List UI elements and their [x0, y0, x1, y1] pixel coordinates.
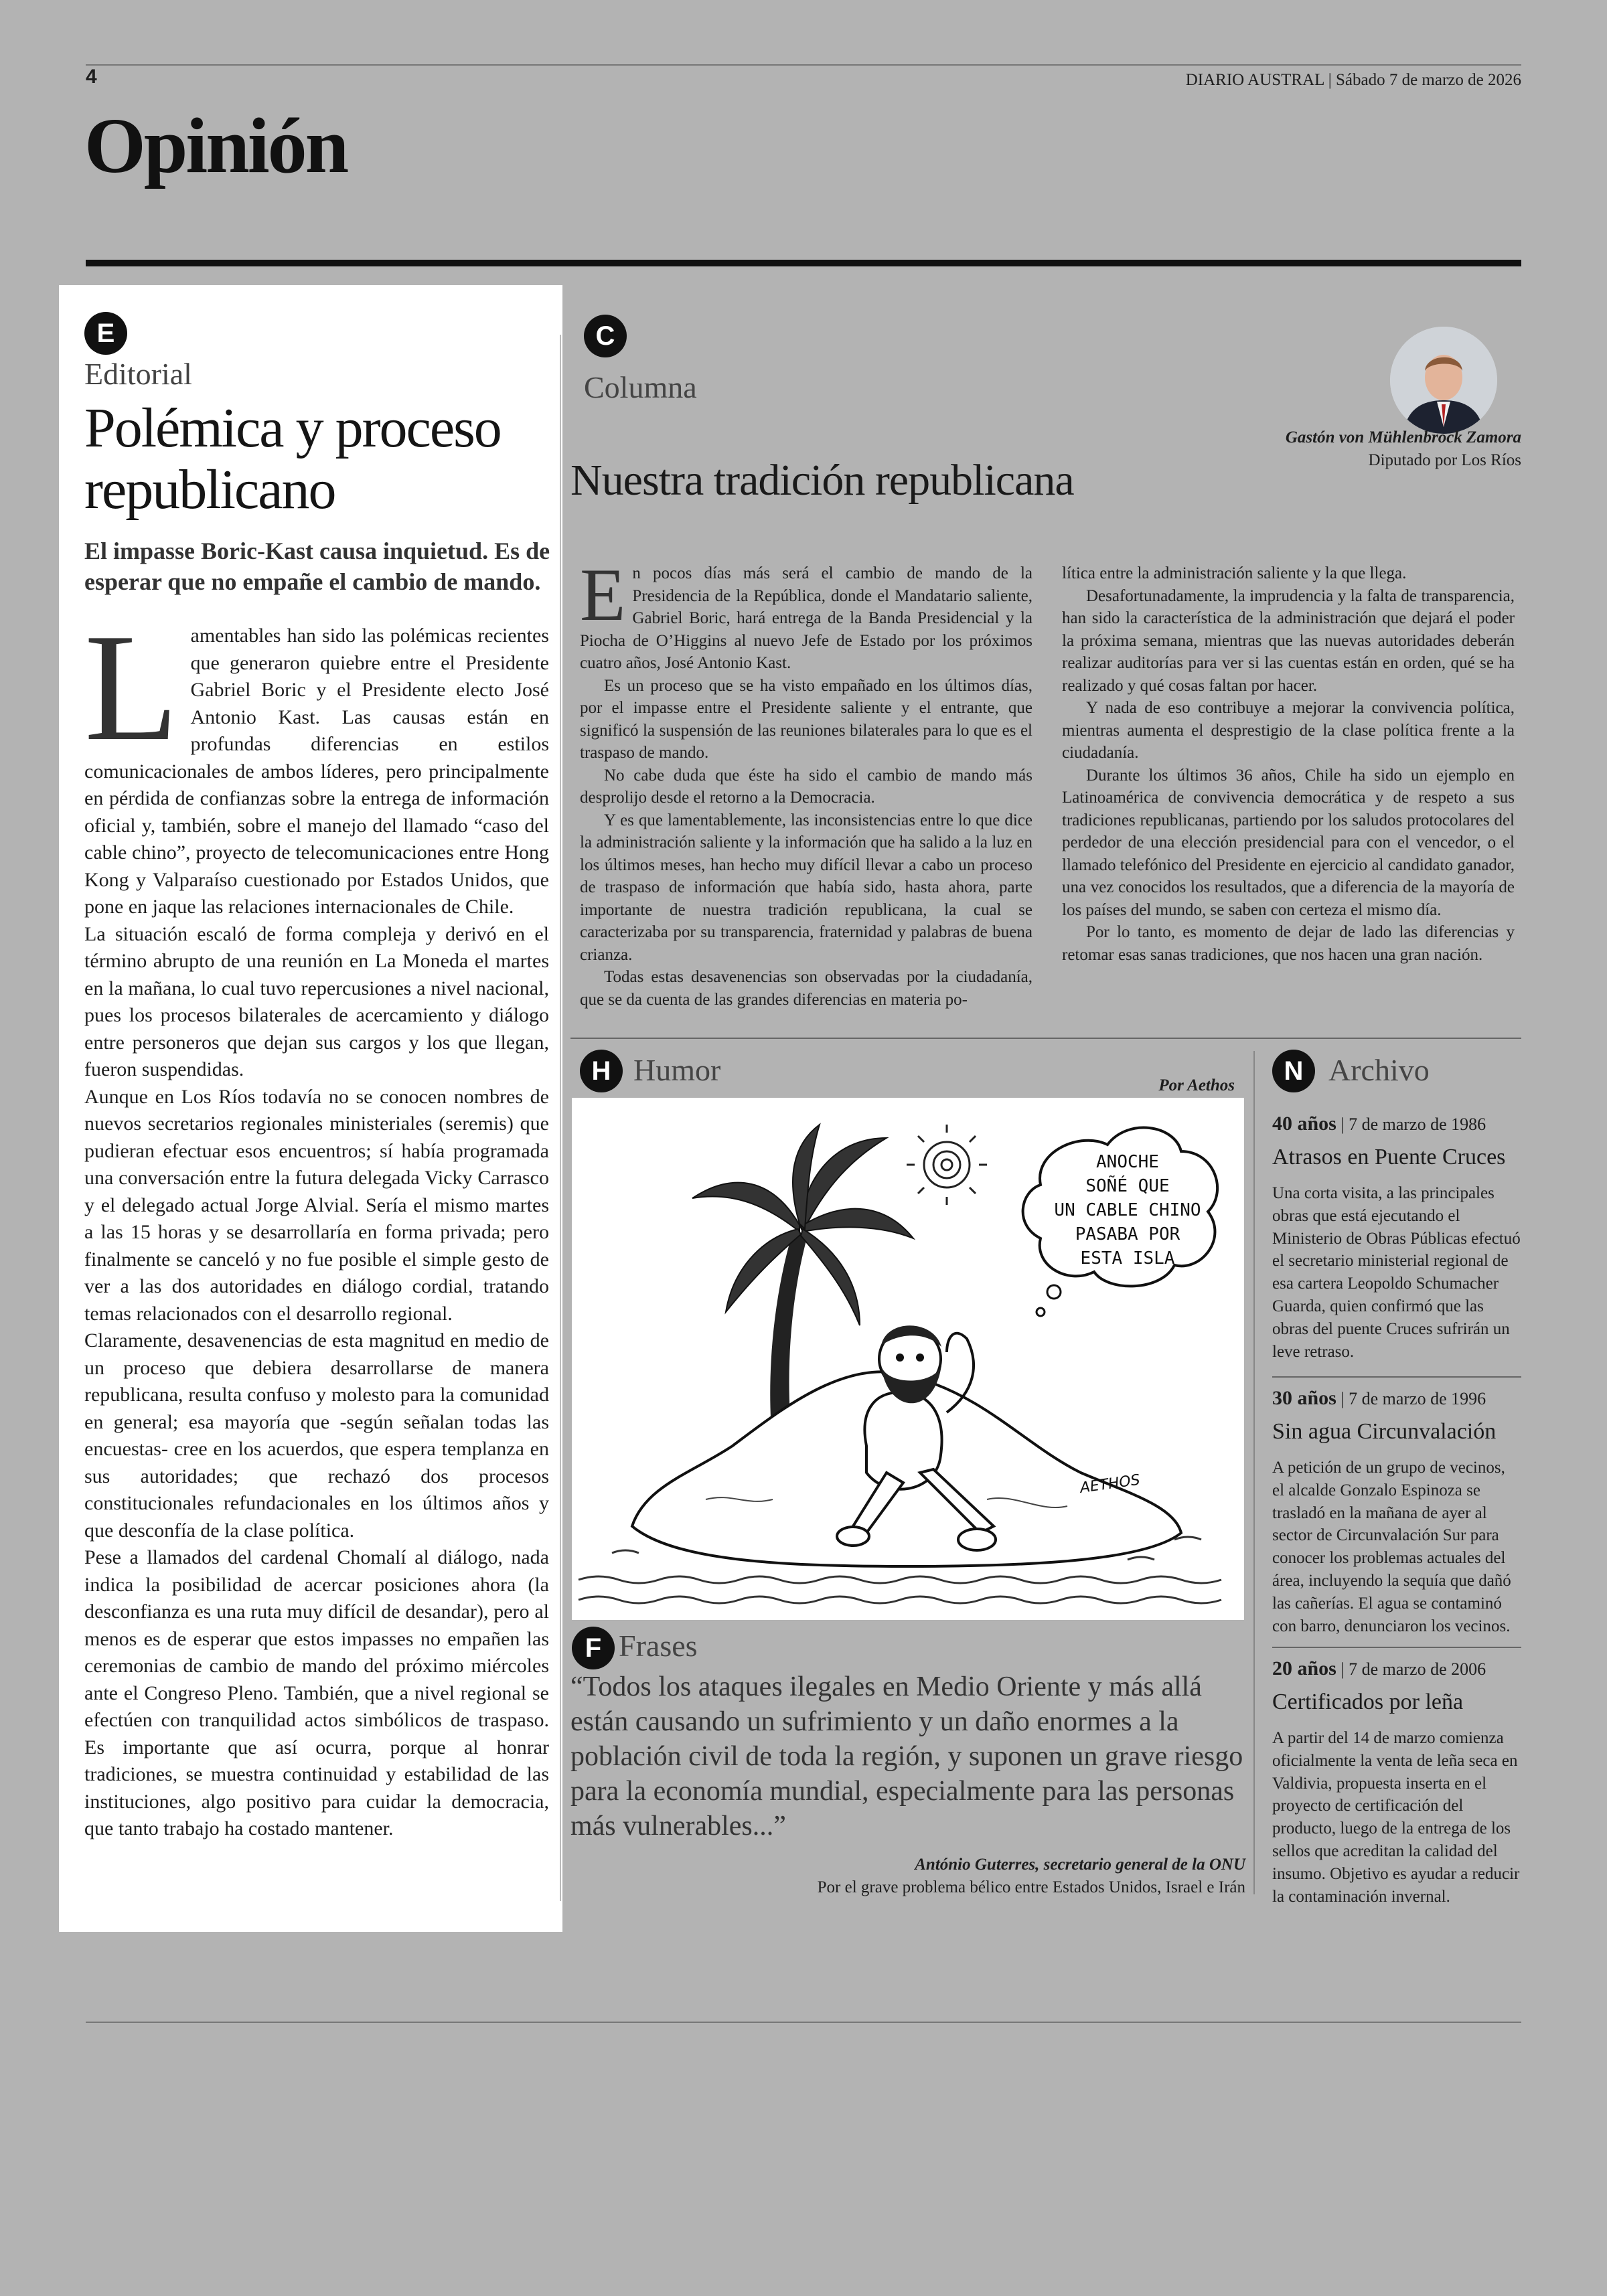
column-paragraph: Durante los últimos 36 años, Chile ha sido un ejemplo en Latinoamérica de convivencia democrática y de respeto a sus tradiciones republicanas, partiendo por los saludos protocolares del perdedor de una elección presidencial para con el vencedor, o el llamado telefónico del Presidente en ejercicio al candidato ganador, una vez conocidos los resultados, que a diferencia de la mayoría de los países del mundo, se saben con certeza el mismo día. — [1062, 766, 1515, 919]
column-body-left — [580, 554, 1032, 1011]
column-paragraph: Y nada de eso contribuye a mejorar la convivencia política, mientras aumenta el desprestigio de la clase política frente a la ciudadanía. — [1062, 699, 1515, 762]
column-author-role: Diputado por Los Ríos — [1368, 451, 1521, 469]
editorial-column-divider — [560, 335, 561, 1901]
column-divider — [570, 1038, 1521, 1039]
author-avatar — [1390, 327, 1497, 434]
archivo-date: 7 de marzo de 1996 — [1349, 1389, 1486, 1408]
sun-icon — [907, 1125, 987, 1205]
speech-line: ESTA ISLA — [1080, 1248, 1175, 1268]
column-paragraph: Todas estas desavenencias son observadas por la ciudadanía, que se da cuenta de las grandes diferencias en materia po- — [580, 968, 1032, 1009]
top-rule — [86, 64, 1521, 66]
archivo-entry — [1272, 1387, 1521, 1637]
column-author: Gastón von Mühlenbrock Zamora — [1285, 428, 1521, 446]
header-thick-rule — [86, 260, 1521, 266]
humor-byline: Por Aethos — [1158, 1076, 1235, 1094]
frases-kicker: Frases — [619, 1629, 698, 1663]
archivo-date-line: 20 años | 7 de marzo de 2006 — [1272, 1657, 1486, 1679]
humor-badge: H — [580, 1050, 623, 1092]
column-badge: C — [584, 315, 627, 357]
publication-date: Sábado 7 de marzo de 2026 — [1335, 71, 1521, 89]
humor-archive-divider — [1253, 1051, 1255, 1894]
editorial-dropcap: L — [84, 602, 179, 772]
archivo-entry — [1272, 1113, 1521, 1363]
archivo-divider — [1272, 1376, 1521, 1378]
archivo-divider — [1272, 1647, 1521, 1648]
archivo-title: Atrasos en Puente Cruces — [1272, 1145, 1506, 1169]
archivo-title: Certificados por leña — [1272, 1690, 1464, 1714]
archivo-date-line: 40 años | 7 de marzo de 1986 — [1272, 1113, 1486, 1135]
column-paragraph: Es un proceso que se ha visto empañado en los últimos días, por el impasse entre el Presidente saliente y el entrante, que significó la suspensión de las reuniones bilaterales para lo que es el traspaso de mando. — [580, 676, 1032, 762]
speech-line: UN CABLE CHINO — [1054, 1200, 1201, 1220]
archivo-entry — [1272, 1657, 1521, 1908]
archivo-text: A petición de un grupo de vecinos, el alcalde Gonzalo Espinoza se trasladó en la mañana de ayer al sector de Circunvalación Sur para conocer los problemas actuales del área, incluyendo la sequía que dañó las cañerías. El agua se contaminó con barro, denunciaron los vecinos. — [1272, 1459, 1511, 1635]
frases-quote: “Todos los ataques ilegales en Medio Oriente y más allá están causando un sufrimiento y un daño enormes a la población civil de toda la región, y suponen un grave riesgo para la economía mundial, especialmente para las personas más vulnerables...” — [570, 1671, 1243, 1841]
publication-info: DIARIO AUSTRAL | Sábado 7 de marzo de 2026 — [1185, 71, 1521, 89]
editorial-title: Polémica y proceso republicano — [84, 397, 501, 521]
editorial-paragraph: Pese a llamados del cardenal Chomalí al diálogo, nada indica la posibilidad de acercar posiciones ahora (la desconfianza es una ruta muy difícil de desandar), pero al menos es de esperar que estos impasses no empañen las ceremonias de cambio de mando del próximo miércoles ante el Congreso Pleno. También, que a nivel regional se efectúen con tranquilidad actos simbólicos de traspaso. Es importante que así ocurra, porque al honrar tradiciones, se muestra continuidad y estabilidad de las instituciones, algo positivo para cuidar la democracia, que tanto trabajo ha costado mantener. — [84, 1546, 549, 1839]
archivo-kicker: Archivo — [1328, 1053, 1430, 1087]
archivo-date: 7 de marzo de 1986 — [1349, 1115, 1486, 1134]
editorial-paragraph: La situación escaló de forma compleja y derivó en el término abrupto de una reunión en La Moneda el martes en la mañana, lo cual tuvo repercusiones a nivel nacional, pues los procesos bilaterales de acercamiento y diálogo entre personeros que dejan sus cargos y los que llegan, fueron suspendidas. — [84, 922, 549, 1080]
speech-line: ANOCHE — [1096, 1152, 1159, 1172]
archivo-text: Una corta visita, a las principales obras que está ejecutando el Ministerio de Obras Públicas efectuó el secretario ministerial regional de esa cartera Leopoldo Schumacher Guarda, quien confirmó que las obras del puente Cruces sufrirán un leve retraso. — [1272, 1184, 1521, 1361]
editorial-kicker: Editorial — [84, 357, 192, 391]
section-title: Opinión — [84, 102, 348, 189]
editorial-paragraph: Lamentables han sido las polémicas recientes que generaron quiebre entre el Presidente Gabriel Boric y el Presidente electo José Antonio Kast. Las causas están en profundas diferencias en estilos comunicacionales de ambos líderes, pero principalmente en pérdida de confianzas sobre la entrega de información oficial y, también, sobre el manejo del llamado “caso del cable chino”, proyecto de telecomunicaciones entre Hong Kong y Valparaíso cuestionado por Estados Unidos, que pone en jaque las relaciones internacionales de Chile. — [84, 602, 549, 918]
column-paragraph: En pocos días más será el cambio de mando de la Presidencia de la República, donde el Mandatario saliente, Gabriel Boric, hará entrega de la Banda Presidencial y la Piocha de O’Higgins al nuevo Jefe de Estado por los próximos cuatro años, José Antonio Kast. — [580, 554, 1032, 672]
column-kicker: Columna — [584, 370, 697, 404]
archivo-years: 30 años — [1272, 1387, 1336, 1409]
archivo-date: 7 de marzo de 2006 — [1349, 1659, 1486, 1679]
frases-author: António Guterres, secretario general de la ONU — [915, 1856, 1245, 1874]
frases-note: Por el grave problema bélico entre Estados Unidos, Israel e Irán — [817, 1878, 1245, 1896]
column-paragraph: Desafortunadamente, la imprudencia y la falta de transparencia, han sido la característica de la administración que dejará el poder la próxima semana, mientras que las nuevas autoridades deberán realizar auditorías para ver si las cuentas están en orden, qué se ha realizado y qué cosas faltan por hacer. — [1062, 586, 1515, 695]
cartoon-signature: AETHOS — [1079, 1471, 1142, 1497]
frases-badge: F — [572, 1627, 615, 1669]
archivo-text: A partir del 14 de marzo comienza oficialmente la venta de leña seca en Valdivia, propuesta inserta en el proyecto de certificación del producto, luego de la entrega de los sellos que acreditan la calidad del insumo. Objetivo es ayudar a reducir la contaminación invernal. — [1272, 1729, 1520, 1906]
bottom-rule — [86, 2022, 1521, 2023]
editorial-lead: El impasse Boric-Kast causa inquietud. Es de esperar que no empañe el cambio de mando. — [84, 538, 550, 595]
column-paragraph: lítica entre la administración saliente y la que llega. — [1062, 564, 1407, 582]
archivo-date-line: 30 años | 7 de marzo de 1996 — [1272, 1387, 1486, 1409]
page-number: 4 — [86, 66, 97, 88]
editorial-badge: E — [84, 312, 127, 355]
archivo-badge: N — [1272, 1050, 1315, 1092]
column-paragraph: No cabe duda que éste ha sido el cambio de mando más desprolijo desde el retorno a la Democracia. — [580, 766, 1032, 807]
column-paragraph: Por lo tanto, es momento de dejar de lado las diferencias y retomar esas sanas tradiciones, que nos hacen una gran nación. — [1062, 923, 1515, 964]
speech-line: PASABA POR — [1075, 1224, 1180, 1244]
editorial-paragraph: Claramente, desavenencias de esta magnitud en medio de un proceso que debiera desarrollarse de manera republicana, resulta confuso y molesto para la comunidad en general; esa mayoría que -según señalan todas las encuestas- cree en los acuerdos, que espera templanza en sus autoridades; que rechazó dos procesos constitucionales refundacionales en los últimos años y que desconfía de la clase política. — [84, 1329, 549, 1542]
humor-cartoon — [572, 1098, 1244, 1620]
editorial-paragraph: Aunque en Los Ríos todavía no se conocen nombres de nuevos secretarios regionales ministeriales (seremis) que pudieran efectuar esos encuentros; sí había programada una conversación entre la futura delegada Vicky Carrasco y el delegado actual Jorge Alvial. Sería el mismo martes a las 15 horas y se desarrollaría en forma privada; pero finalmente se canceló y no fue posible el simple gesto de ver a las dos autoridades en diálogo cordial, tratando temas relacionados con el desarrollo regional. — [84, 1085, 549, 1325]
column-paragraph: Y es que lamentablemente, las inconsistencias entre lo que dice la administración saliente y la información que ha salido a la luz en los últimos meses, han hecho muy difícil llevar a cabo un proceso de traspaso de información que había sido, hasta ahora, parte importante de nuestra tradición republicana, la cual se caracterizaba por su transparencia, fraternidad y palabras de buena crianza. — [580, 811, 1032, 964]
editorial-body — [84, 602, 549, 1843]
archivo-title: Sin agua Circunvalación — [1272, 1419, 1497, 1444]
column-dropcap: E — [580, 554, 626, 637]
archivo-years: 40 años — [1272, 1113, 1336, 1135]
publication-name: DIARIO AUSTRAL — [1185, 71, 1324, 89]
archivo-years: 20 años — [1272, 1657, 1336, 1679]
humor-kicker: Humor — [633, 1053, 721, 1087]
column-body-right — [1062, 562, 1515, 966]
column-title: Nuestra tradición republicana — [570, 456, 1074, 505]
speech-line: SOÑÉ QUE — [1085, 1176, 1170, 1196]
